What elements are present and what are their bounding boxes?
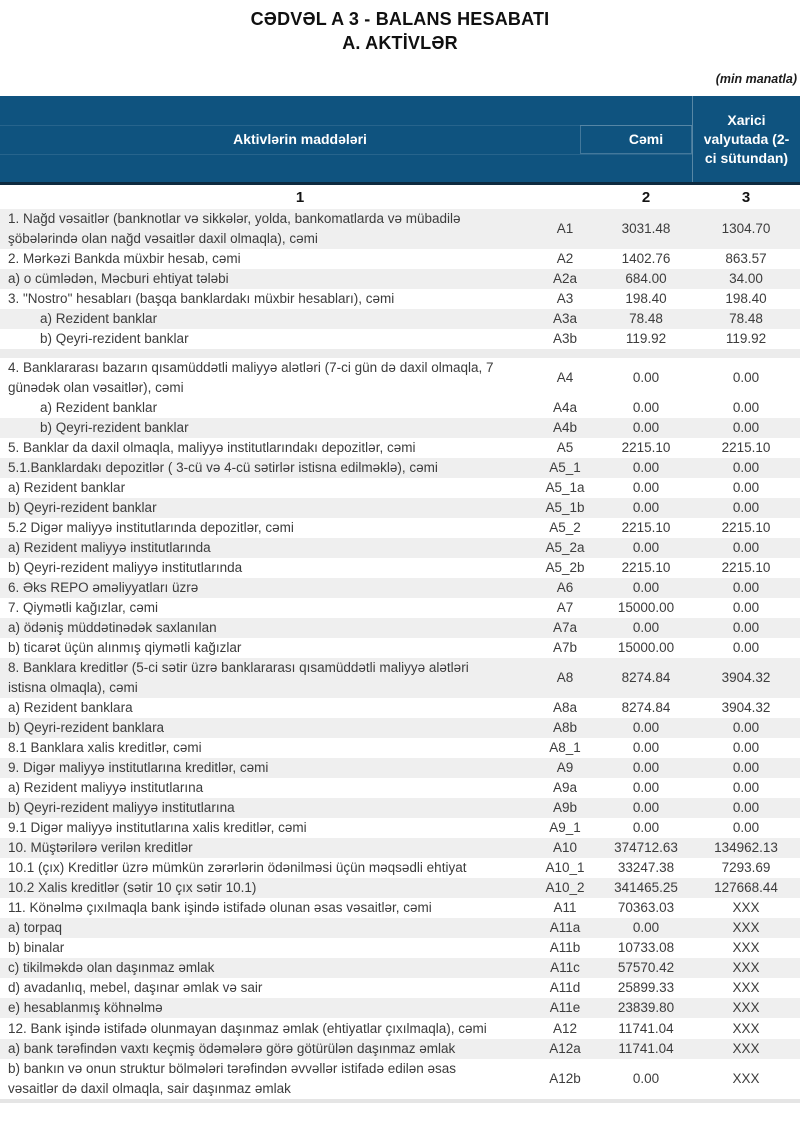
row-label: 8. Banklara kreditlər (5-ci sətir üzrə banklararası qısamüddətli maliyyə alətləri istisna olmaqla), cəmi [8, 660, 469, 695]
row-label: 7. Qiymətli kağızlar, cəmi [8, 600, 159, 615]
row-fx-value: 0.00 [732, 460, 760, 475]
row-code: A4 [556, 370, 574, 385]
row-code: A8_1 [549, 740, 581, 755]
row-total-value: 684.00 [625, 271, 667, 286]
table-row [0, 658, 800, 698]
row-fx-value: 0.00 [732, 370, 760, 385]
row-label: a) o cümlədən, Məcburi ehtiyat tələbi [8, 271, 229, 286]
next-row-cutoff [0, 1099, 800, 1103]
row-label: b) Qeyri-rezident banklar [40, 420, 189, 435]
row-fx-value: 3904.32 [721, 670, 771, 685]
row-code: A5_2b [545, 560, 585, 575]
row-fx-value: XXX [732, 1040, 760, 1056]
row-label: a) bank tərəfindən vaxtı keçmiş ödəmələrə görə götürülən daşınmaz əmlak [8, 1040, 456, 1056]
row-label: 10. Müştərilərə verilən kreditlər [8, 840, 193, 855]
row-label: e) hesablanmış köhnəlmə [8, 1000, 163, 1016]
table-row [0, 478, 800, 498]
row-total-value: 25899.33 [617, 980, 675, 996]
row-code: A7 [556, 600, 574, 615]
row-total-value: 33247.38 [617, 860, 675, 876]
table-row [0, 558, 800, 578]
row-total-value: 2215.10 [621, 520, 671, 535]
table-row [0, 638, 800, 658]
row-total-value: 8274.84 [621, 700, 671, 715]
row-total-value: 0.00 [632, 800, 660, 815]
table-row [0, 438, 800, 458]
row-total-value: 70363.03 [617, 900, 675, 916]
row-code: A6 [556, 580, 574, 595]
row-fx-value: 198.40 [725, 291, 767, 306]
row-label: a) Rezident banklar [8, 480, 126, 495]
row-total-value: 0.00 [632, 460, 660, 475]
row-label: 6. Əks REPO əməliyyatları üzrə [8, 580, 199, 595]
row-total-value: 57570.42 [617, 960, 675, 976]
row-fx-value: 2215.10 [721, 560, 771, 575]
table-row [0, 818, 800, 838]
row-code: A4b [552, 420, 578, 435]
row-fx-value: 0.00 [732, 780, 760, 795]
row-code: A11d [549, 980, 581, 996]
row-code: A9b [552, 800, 578, 815]
row-total-value: 15000.00 [617, 640, 675, 655]
row-total-value: 0.00 [632, 820, 660, 835]
row-code: A11c [550, 960, 580, 976]
table-row [0, 618, 800, 638]
row-fx-value: 0.00 [732, 580, 760, 595]
row-code: A5_2 [549, 520, 581, 535]
row-label: 9.1 Digər maliyyə institutlarına xalis kreditlər, cəmi [8, 820, 307, 835]
column-header-fx: Xarici valyutada (2-ci sütundan) [692, 96, 800, 182]
header-gridline [0, 154, 692, 155]
row-code: A8 [556, 670, 574, 685]
header-gridline [580, 125, 692, 154]
row-total-value: 11741.04 [618, 1020, 674, 1036]
row-code: A9 [556, 760, 574, 775]
row-label: 10.1 (çıx) Kreditlər üzrə mümkün zərərlərin ödənilməsi üçün məqsədli ehtiyat [8, 860, 467, 876]
row-label: c) tikilməkdə olan daşınmaz əmlak [8, 960, 215, 976]
row-total-value: 0.00 [632, 500, 660, 515]
row-code: A11b [549, 940, 581, 956]
spacer-row [0, 349, 800, 358]
row-code: A3b [552, 331, 578, 346]
row-label: b) Qeyri-rezident maliyyə institutlarına [8, 800, 235, 815]
row-label: b) bankın və onun struktur bölmələri tərəfindən əvvəllər istifadə edilən əsas vəsaitlər də daxil olmaqla, sair daşınmaz əmlak [8, 1060, 456, 1096]
row-total-value: 0.00 [632, 760, 660, 775]
row-label: a) Rezident banklar [40, 400, 158, 415]
row-code: A4a [552, 400, 578, 415]
table-row [0, 938, 800, 958]
row-total-value: 78.48 [629, 311, 663, 326]
row-fx-value: 0.00 [732, 760, 760, 775]
row-fx-value: 34.00 [729, 271, 763, 286]
row-code: A5_1a [545, 480, 585, 495]
row-total-value: 0.00 [632, 720, 660, 735]
table-row [0, 498, 800, 518]
row-total-value: 0.00 [632, 420, 660, 435]
unit-note: (min manatla) [715, 72, 797, 86]
row-fx-value: 1304.70 [721, 221, 771, 236]
row-fx-value: 0.00 [732, 480, 760, 495]
row-code: A5_1b [545, 500, 585, 515]
row-fx-value: 127668.44 [714, 880, 778, 896]
table-row [0, 518, 800, 538]
row-label: 9. Digər maliyyə institutlarına kreditlər, cəmi [8, 760, 269, 775]
row-fx-value: 0.00 [732, 620, 760, 635]
row-label: b) Qeyri-rezident banklara [8, 720, 165, 735]
row-label: a) Rezident banklara [8, 700, 133, 715]
row-code: A8a [552, 700, 578, 715]
table-row [0, 1018, 800, 1038]
table-row [0, 898, 800, 918]
row-code: A10 [552, 840, 578, 855]
row-total-value: 0.00 [632, 920, 660, 936]
row-code: A8b [552, 720, 578, 735]
row-fx-value: 134962.13 [714, 840, 778, 855]
row-total-value: 2215.10 [621, 560, 671, 575]
row-code: A9a [552, 780, 578, 795]
table-row [0, 538, 800, 558]
row-total-value: 0.00 [632, 780, 660, 795]
row-total-value: 0.00 [632, 540, 660, 555]
row-fx-value: 0.00 [732, 720, 760, 735]
row-total-value: 0.00 [632, 400, 660, 415]
row-fx-value: XXX [732, 1070, 760, 1086]
row-total-value: 374712.63 [614, 840, 678, 855]
row-fx-value: 78.48 [729, 311, 763, 326]
row-total-value: 198.40 [625, 291, 667, 306]
row-label: d) avadanlıq, mebel, daşınar əmlak və sair [8, 980, 263, 996]
row-fx-value: XXX [732, 980, 760, 996]
row-fx-value: XXX [732, 940, 760, 956]
table-row [0, 458, 800, 478]
column-number-row [0, 185, 800, 209]
row-label: 2. Mərkəzi Bankda müxbir hesab, cəmi [8, 251, 241, 266]
row-fx-value: 0.00 [732, 820, 760, 835]
table-row [0, 289, 800, 309]
table-row [0, 778, 800, 798]
row-code: A2 [556, 251, 574, 266]
row-fx-value: XXX [732, 960, 760, 976]
row-code: A2a [552, 271, 578, 286]
row-fx-value: 0.00 [732, 500, 760, 515]
column-number-1: 1 [295, 188, 305, 206]
row-total-value: 15000.00 [617, 600, 675, 615]
row-label: b) ticarət üçün alınmış qiymətli kağızlar [8, 640, 242, 655]
row-fx-value: 0.00 [732, 420, 760, 435]
row-total-value: 11741.04 [618, 1040, 674, 1056]
row-code: A7a [552, 620, 578, 635]
row-total-value: 119.92 [625, 331, 667, 346]
row-total-value: 0.00 [632, 1070, 660, 1086]
table-row [0, 358, 800, 398]
table-body [0, 209, 800, 1099]
row-fx-value: XXX [732, 1020, 760, 1036]
row-code: A11 [553, 900, 577, 916]
row-fx-value: 0.00 [732, 740, 760, 755]
row-label: b) binalar [8, 940, 65, 956]
table-row [0, 578, 800, 598]
row-label: 1. Nağd vəsaitlər (banknotlar və sikkələr, yolda, bankomatlarda və mübadilə şöbələrində olan nağd vəsaitlər daxil olmaqla), cəmi [8, 211, 461, 246]
row-fx-value: 0.00 [732, 540, 760, 555]
row-total-value: 1402.76 [621, 251, 671, 266]
table-row [0, 758, 800, 778]
row-code: A5_2a [545, 540, 585, 555]
row-label: 5.1.Banklardakı depozitlər ( 3-cü və 4-cü sətirlər istisna edilməklə), cəmi [8, 460, 438, 475]
row-fx-value: 7293.69 [721, 860, 771, 876]
row-label: 4. Banklararası bazarın qısamüddətli maliyyə alətləri (7-ci gün də daxil olmaqla, 7 günədək olan vəsaitlər), cəmi [8, 360, 494, 395]
row-label: 3. "Nostro" hesabları (başqa banklardakı müxbir hesabları), cəmi [8, 291, 395, 306]
row-label: a) Rezident maliyyə institutlarında [8, 540, 211, 555]
row-label: 10.2 Xalis kreditlər (sətir 10 çıx sətir 10.1) [8, 880, 257, 896]
row-total-value: 10733.08 [617, 940, 675, 956]
row-code: A12 [552, 1020, 578, 1036]
report-subtitle: A. AKTİVLƏR [342, 33, 458, 53]
row-fx-value: 0.00 [732, 600, 760, 615]
row-code: A12b [549, 1070, 581, 1086]
row-fx-value: 0.00 [732, 640, 760, 655]
table-row [0, 418, 800, 438]
row-fx-value: 0.00 [732, 800, 760, 815]
row-fx-value: 119.92 [725, 331, 767, 346]
row-code: A5_1 [549, 460, 581, 475]
row-label: 8.1 Banklara xalis kreditlər, cəmi [8, 740, 202, 755]
column-number-2: 2 [641, 188, 651, 206]
row-label: 5.2 Digər maliyyə institutlarında depozitlər, cəmi [8, 520, 294, 535]
row-total-value: 0.00 [632, 370, 660, 385]
table-row [0, 209, 800, 249]
row-code: A11e [549, 1000, 581, 1016]
table-row [0, 878, 800, 898]
row-total-value: 0.00 [632, 480, 660, 495]
row-label: a) Rezident banklar [40, 311, 158, 326]
table-row [0, 1039, 800, 1059]
row-code: A1 [556, 221, 574, 236]
row-label: b) Qeyri-rezident maliyyə institutlarında [8, 560, 243, 575]
row-total-value: 0.00 [632, 620, 660, 635]
row-fx-value: XXX [732, 920, 760, 936]
table-row [0, 269, 800, 289]
table-row [0, 958, 800, 978]
row-code: A3 [556, 291, 574, 306]
table-row [0, 329, 800, 349]
row-code: A7b [552, 640, 578, 655]
column-number-3: 3 [741, 188, 751, 206]
row-total-value: 8274.84 [621, 670, 671, 685]
table-row [0, 698, 800, 718]
table-row [0, 1059, 800, 1099]
row-fx-value: XXX [732, 1000, 760, 1016]
row-label: a) Rezident maliyyə institutlarına [8, 780, 204, 795]
table-row [0, 918, 800, 938]
row-fx-value: 3904.32 [721, 700, 771, 715]
table-row [0, 249, 800, 269]
column-header-items: Aktivlərin maddələri [233, 131, 367, 147]
row-label: 12. Bank işində istifadə olunmayan daşınmaz əmlak (ehtiyatlar çıxılmaqla), cəmi [8, 1020, 487, 1036]
row-total-value: 23839.80 [617, 1000, 675, 1016]
table-row [0, 998, 800, 1018]
row-code: A3a [552, 311, 578, 326]
row-label: b) Qeyri-rezident banklar [40, 331, 189, 346]
row-fx-value: 0.00 [732, 400, 760, 415]
row-code: A11a [549, 920, 581, 936]
row-code: A10_2 [545, 880, 585, 896]
row-fx-value: 863.57 [725, 251, 767, 266]
row-total-value: 2215.10 [621, 440, 671, 455]
table-row [0, 798, 800, 818]
row-code: A10_1 [545, 860, 585, 876]
column-header-total: Cəmi [628, 131, 664, 147]
table-row [0, 398, 800, 418]
row-fx-value: XXX [732, 900, 760, 916]
table-row [0, 738, 800, 758]
row-label: a) torpaq [8, 920, 63, 936]
row-code: A9_1 [549, 820, 581, 835]
report-title: CƏDVƏL A 3 - BALANS HESABATI [250, 9, 550, 29]
row-code: A12a [549, 1040, 581, 1056]
row-label: a) ödəniş müddətinədək saxlanılan [8, 620, 217, 635]
table-row [0, 858, 800, 878]
table-row [0, 309, 800, 329]
row-total-value: 3031.48 [621, 221, 671, 236]
row-label: 11. Könəlmə çıxılmaqla bank işində istifadə olunan əsas vəsaitlər, cəmi [8, 900, 432, 916]
row-total-value: 341465.25 [614, 880, 678, 896]
table-row [0, 598, 800, 618]
table-row [0, 978, 800, 998]
row-label: b) Qeyri-rezident banklar [8, 500, 157, 515]
table-row [0, 838, 800, 858]
row-code: A5 [556, 440, 574, 455]
table-row [0, 718, 800, 738]
table-header [0, 96, 800, 185]
row-fx-value: 2215.10 [721, 440, 771, 455]
row-total-value: 0.00 [632, 740, 660, 755]
row-total-value: 0.00 [632, 580, 660, 595]
row-fx-value: 2215.10 [721, 520, 771, 535]
row-label: 5. Banklar da daxil olmaqla, maliyyə institutlarındakı depozitlər, cəmi [8, 440, 416, 455]
assets-table [0, 96, 800, 1103]
